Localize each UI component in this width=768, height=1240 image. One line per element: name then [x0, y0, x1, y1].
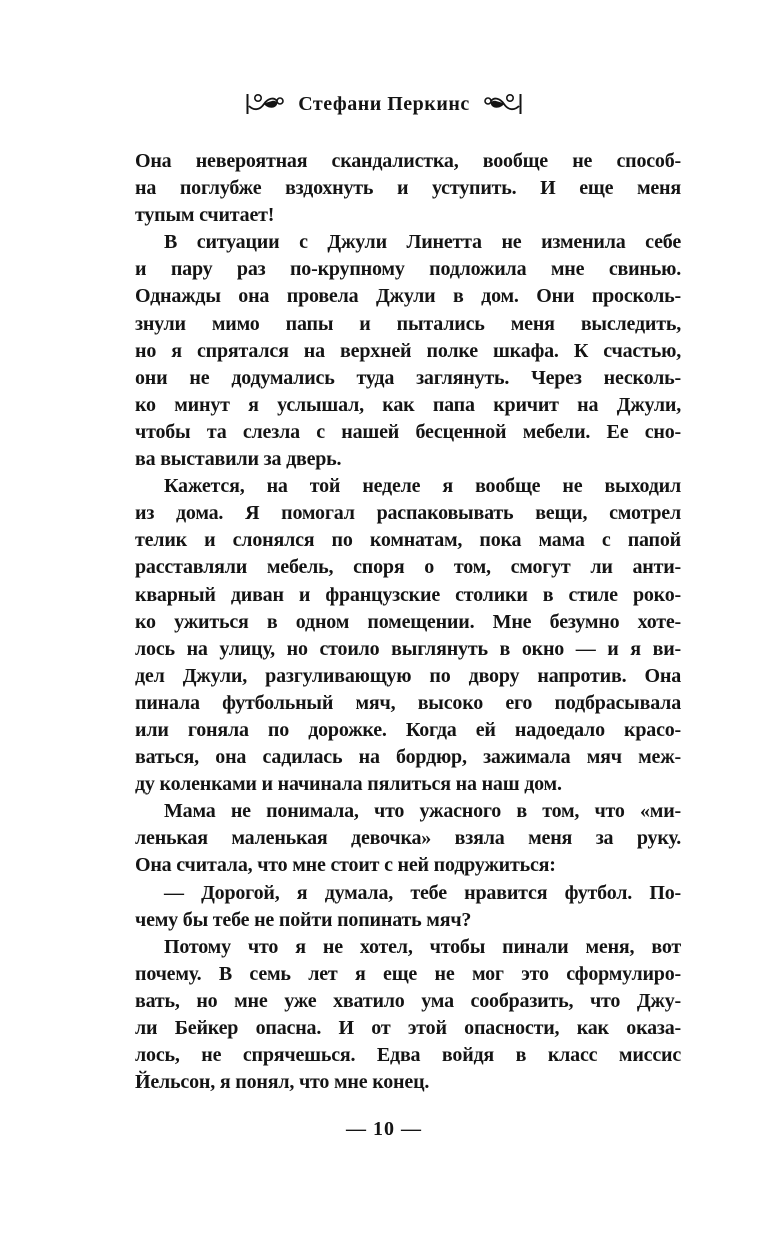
text-line: расставляли мебель, споря о том, смогут ли анти-: [135, 556, 681, 579]
running-header: [0, 92, 768, 116]
text-line: ленькая маленькая девочка» взяла меня за руку.: [135, 827, 681, 850]
floral-flourish-left-icon: [246, 92, 284, 116]
text-line: чему бы тебе не пойти попинать мяч?: [135, 908, 472, 931]
text-line: ваться, она садилась на бордюр, зажимала мяч меж-: [135, 746, 681, 769]
page-number: — 10 —: [346, 1118, 422, 1140]
text-line: ду коленками и начинала пялиться на наш дом.: [135, 773, 562, 796]
paragraph: [135, 229, 681, 473]
paragraph: [135, 798, 681, 879]
text-line: пинала футбольный мяч, высоко его подбрасывала: [135, 691, 681, 714]
text-line: дел Джули, разгуливающую по двору напротив. Она: [135, 664, 681, 687]
text-line: — Дорогой, я думала, тебе нравится футбол. По-: [164, 881, 681, 904]
text-line: вать, но мне уже хватило ума сообразить, что Джу-: [135, 989, 681, 1012]
text-line: знули мимо папы и пытались меня выследить,: [135, 312, 681, 335]
text-line: ва выставили за дверь.: [135, 448, 342, 471]
text-line: ли Бейкер опасна. И от этой опасности, как оказа-: [135, 1017, 681, 1039]
text-line: ко минут я услышал, как папа кричит на Джули,: [135, 393, 681, 416]
text-line: Кажется, на той неделе я вообще не выходил: [164, 475, 681, 498]
text-line: и пару раз по-крупному подложила мне свинью.: [135, 258, 681, 281]
page-footer: [0, 1118, 768, 1141]
paragraph: [135, 473, 681, 798]
text-line: Она считала, что мне стоит с ней подружиться:: [135, 854, 556, 877]
text-line: ко ужиться в одном помещении. Мне безумно хоте-: [135, 610, 681, 633]
text-line: Йельсон, я понял, что мне конец.: [135, 1071, 430, 1094]
text-line: кварный диван и французские столики в стиле роко-: [135, 583, 681, 606]
text-line: Потому что я не хотел, чтобы пинали меня, вот: [164, 935, 681, 958]
text-line: из дома. Я помогал распаковывать вещи, смотрел: [135, 502, 681, 525]
paragraph: [135, 934, 681, 1097]
paragraph: [135, 148, 681, 229]
text-line: Она невероятная скандалистка, вообще не способ-: [135, 150, 681, 172]
text-line: лось на улицу, но стоило выглянуть в окно — и я ви-: [135, 637, 681, 660]
text-line: чтобы та слезла с нашей бесценной мебели. Ее сно-: [135, 420, 681, 443]
text-line: но я спрятался на верхней полке шкафа. К счастью,: [135, 339, 681, 362]
floral-flourish-right-icon: [484, 92, 522, 116]
text-line: они не додумались туда заглянуть. Через несколь-: [135, 366, 681, 389]
paragraph: [135, 880, 681, 934]
text-line: В ситуации с Джули Линетта не изменила себе: [164, 231, 681, 254]
text-line: телик и слонялся по комнатам, пока мама с папой: [135, 529, 681, 552]
body-text: [135, 148, 681, 1096]
text-line: тупым считает!: [135, 204, 275, 227]
text-line: Однажды она провела Джули в дом. Они просколь-: [135, 285, 681, 308]
text-line: на поглубже вздохнуть и уступить. И еще меня: [135, 177, 681, 200]
text-line: Мама не понимала, что ужасного в том, что «ми-: [164, 800, 681, 823]
author-name: Стефани Перкинс: [298, 92, 470, 115]
text-line: или гоняла по дорожке. Когда ей надоедало красо-: [135, 718, 681, 741]
text-line: почему. В семь лет я еще не мог это сформулиро-: [135, 962, 681, 985]
text-line: лось, не спрячешься. Едва войдя в класс миссис: [135, 1044, 681, 1067]
